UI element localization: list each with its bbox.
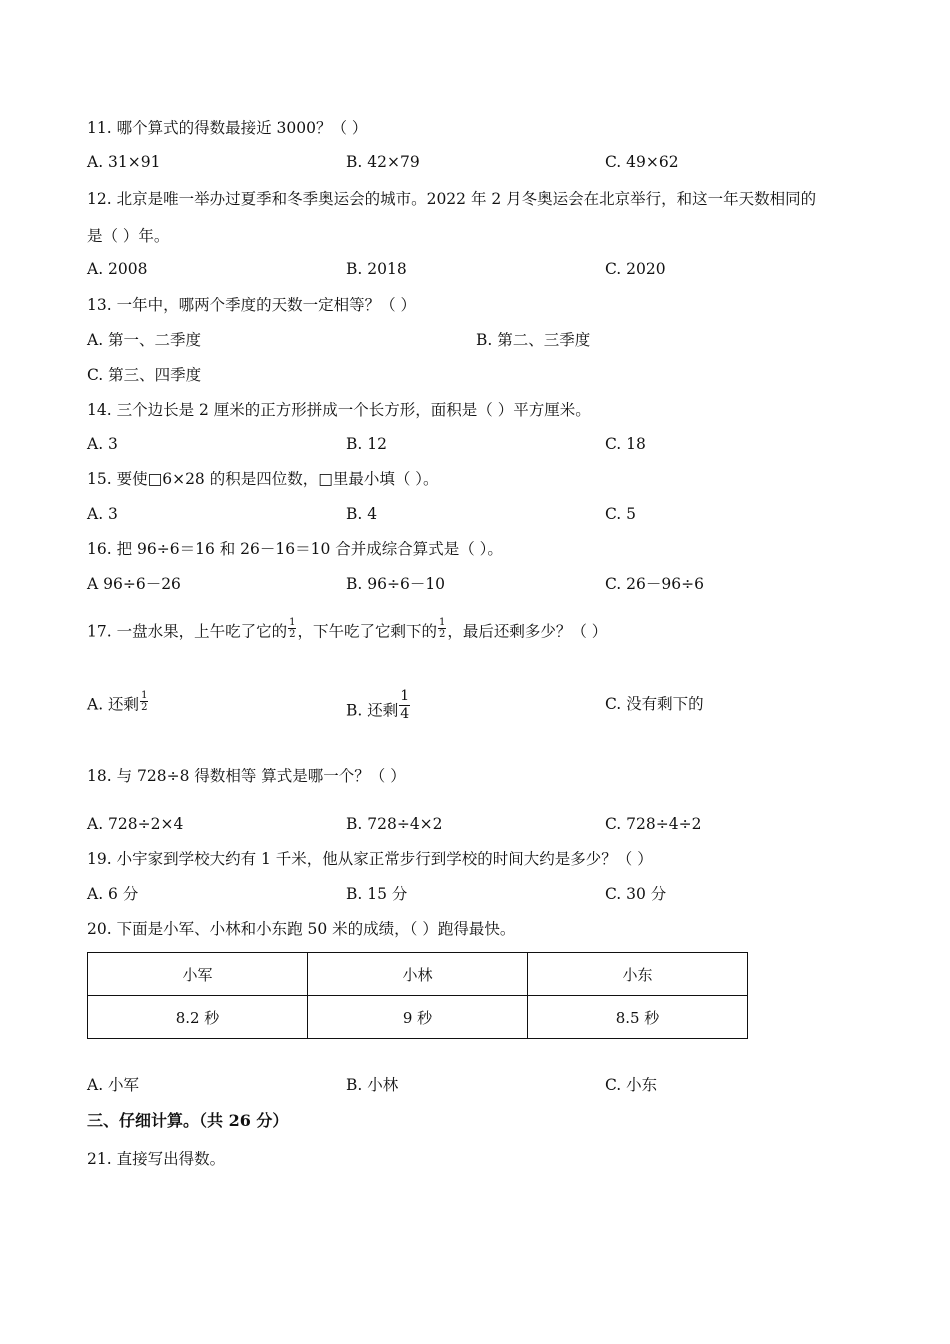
q15-option-b: B. 4 bbox=[346, 505, 378, 523]
q17-option-b bbox=[346, 688, 411, 729]
q17-fraction-1 bbox=[288, 617, 296, 640]
q17-fraction-2 bbox=[438, 617, 446, 640]
table-row bbox=[88, 996, 748, 1039]
q20-option-b: B. 小林 bbox=[346, 1076, 399, 1094]
q20-stem: 20. 下面是小军、小林和小东跑 50 米的成绩，（ ）跑得最快。 bbox=[87, 920, 516, 938]
fraction-numerator: 1 bbox=[141, 690, 148, 701]
fraction-denominator: 2 bbox=[141, 702, 148, 713]
q13-option-c: C. 第三、四季度 bbox=[87, 366, 202, 384]
q18-stem: 18. 与 728÷8 得数相等 算式是哪一个？（ ） bbox=[87, 767, 406, 785]
table-cell: 8.5 秒 bbox=[528, 996, 748, 1039]
q11-option-a: A. 31×91 bbox=[87, 153, 161, 171]
q14-option-b: B. 12 bbox=[346, 435, 387, 453]
table-cell: 8.2 秒 bbox=[88, 996, 308, 1039]
q16-option-a: A 96÷6－26 bbox=[87, 575, 181, 593]
q17-option-b-fraction bbox=[399, 688, 410, 723]
q19-stem: 19. 小宇家到学校大约有 1 千米，他从家正常步行到学校的时间大约是多少？（ ） bbox=[87, 850, 653, 868]
q11-stem: 11. 哪个算式的得数最接近 3000？（ ） bbox=[87, 119, 368, 137]
fraction-denominator: 2 bbox=[438, 629, 446, 640]
table-header-row bbox=[88, 953, 748, 996]
q14-stem: 14. 三个边长是 2 厘米的正方形拼成一个长方形，面积是（ ）平方厘米。 bbox=[87, 401, 591, 419]
fraction-numerator: 1 bbox=[438, 617, 446, 628]
q15-option-c: C. 5 bbox=[605, 505, 637, 523]
q14-option-c: C. 18 bbox=[605, 435, 646, 453]
q18-option-c: C. 728÷4÷2 bbox=[605, 815, 702, 833]
fraction-denominator: 4 bbox=[400, 706, 410, 722]
q11-option-c: C. 49×62 bbox=[605, 153, 679, 171]
q12-option-c: C. 2020 bbox=[605, 260, 666, 278]
q21-stem: 21. 直接写出得数。 bbox=[87, 1150, 226, 1168]
fraction-denominator: 2 bbox=[289, 629, 296, 640]
table-header-cell: 小林 bbox=[308, 953, 528, 996]
q20-score-table bbox=[87, 952, 748, 1039]
q15-option-a: A. 3 bbox=[87, 505, 118, 523]
q17-option-a-fraction bbox=[140, 690, 148, 713]
q17-option-a-label: A. 还剩 bbox=[87, 695, 140, 714]
q18-option-b: B. 728÷4×2 bbox=[346, 815, 443, 833]
q17-stem-part2: ，下午吃了它剩下的 bbox=[297, 622, 437, 641]
q12-stem-line1: 12. 北京是唯一举办过夏季和冬季奥运会的城市。2022 年 2 月冬奥运会在北京举行，和这一年天数相同的 bbox=[87, 190, 817, 208]
q11-option-b: B. 42×79 bbox=[346, 153, 420, 171]
table-header-cell: 小东 bbox=[528, 953, 748, 996]
q12-option-b: B. 2018 bbox=[346, 260, 407, 278]
table-cell: 9 秒 bbox=[308, 996, 528, 1039]
q17-stem-part1: 17. 一盘水果，上午吃了它的 bbox=[87, 622, 288, 641]
q16-stem: 16. 把 96÷6＝16 和 26－16＝10 合并成综合算式是（ ）。 bbox=[87, 540, 503, 558]
q15-stem: 15. 要使□6×28 的积是四位数，□里最小填（ ）。 bbox=[87, 470, 439, 488]
table-header-cell: 小军 bbox=[88, 953, 308, 996]
q12-option-a: A. 2008 bbox=[87, 260, 148, 278]
section-heading: 三、仔细计算。（共 26 分） bbox=[87, 1111, 289, 1130]
q13-option-b: B. 第二、三季度 bbox=[476, 331, 591, 349]
q20-option-a: A. 小军 bbox=[87, 1076, 140, 1094]
fraction-numerator: 1 bbox=[400, 688, 410, 704]
q18-option-a: A. 728÷2×4 bbox=[87, 815, 184, 833]
q16-option-b: B. 96÷6－10 bbox=[346, 575, 446, 593]
q19-option-a: A. 6 分 bbox=[87, 885, 139, 903]
q20-option-c: C. 小东 bbox=[605, 1076, 658, 1094]
q17-option-c: C. 没有剩下的 bbox=[605, 695, 704, 713]
q19-option-b: B. 15 分 bbox=[346, 885, 408, 903]
fraction-numerator: 1 bbox=[289, 617, 296, 628]
q14-option-a: A. 3 bbox=[87, 435, 118, 453]
q13-option-a: A. 第一、二季度 bbox=[87, 331, 202, 349]
q17-stem bbox=[87, 617, 608, 644]
q17-option-b-label: B. 还剩 bbox=[346, 701, 399, 720]
q12-stem-line2: 是（ ）年。 bbox=[87, 227, 170, 245]
q13-stem: 13. 一年中，哪两个季度的天数一定相等？（ ） bbox=[87, 296, 417, 314]
q16-option-c: C. 26－96÷6 bbox=[605, 575, 704, 593]
q19-option-c: C. 30 分 bbox=[605, 885, 667, 903]
q17-option-a bbox=[87, 690, 149, 717]
q17-stem-part3: ，最后还剩多少？（ ） bbox=[447, 622, 608, 641]
